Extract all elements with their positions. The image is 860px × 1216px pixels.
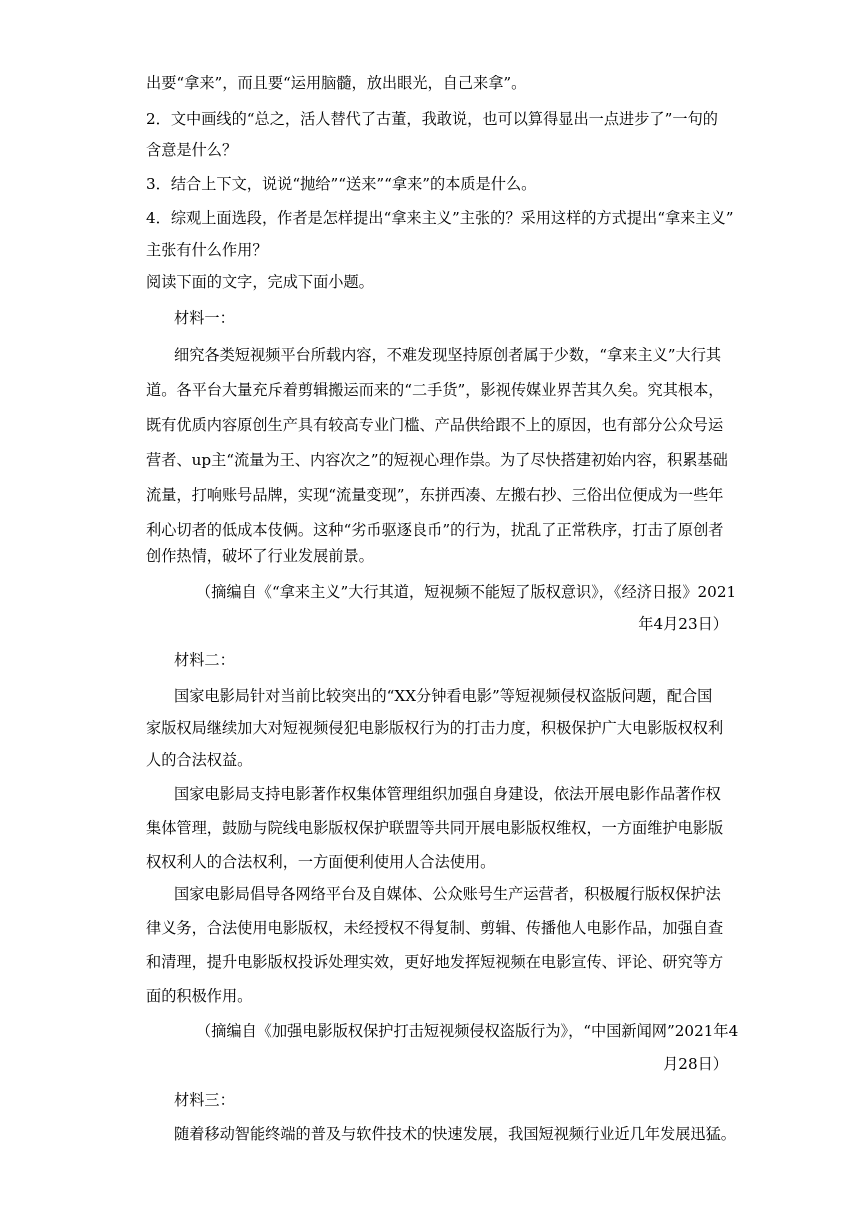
material-1-heading: 材料一： [174,309,235,327]
material-3-line: 随着移动智能终端的普及与软件技术的快速发展，我国短视频行业近几年发展迅猛。 [174,1125,736,1143]
material-2-source: （摘编自《加强电影版权保护打击短视频侵权盗版行为》，“中国新闻网”2021年4 [196,1022,739,1040]
material-1-line: 既有优质内容原创生产具有较高专业门槛、产品供给跟不上的原因，也有部分公众号运 [146,416,724,434]
material-1-line: 流量，打响账号品牌，实现“流量变现”，东拼西凑、左搬右抄、三俗出位便成为一些年 [146,486,724,504]
reading-instruction: 阅读下面的文字，完成下面小题。 [146,273,374,291]
material-2-line: 集体管理，鼓励与院线电影版权保护联盟等共同开展电影版权维权，一方面维护电影版 [146,819,724,837]
material-2-line: 和清理，提升电影版权投诉处理实效，更好地发挥短视频在电影宣传、评论、研究等方 [146,953,724,971]
material-1-source-date: 年4月23日） [638,615,728,633]
material-2-line: 国家电影局针对当前比较突出的“XX分钟看电影”等短视频侵权盗版问题，配合国 [174,687,713,705]
material-2-line: 权权利人的合法权利，一方面便利使用人合法使用。 [146,853,496,871]
material-2-line: 面的积极作用。 [146,987,253,1005]
material-1-line: 道。各平台大量充斥着剪辑搬运而来的“二手货”，影视传媒业界苦其久矣。究其根本， [146,381,724,399]
material-2-line: 国家电影局支持电影著作权集体管理组织加强自身建设，依法开展电影作品著作权 [174,785,721,803]
material-3-heading: 材料三： [174,1091,235,1109]
material-2-line: 人的合法权益。 [146,751,253,769]
material-2-line: 律义务，合法使用电影版权，未经授权不得复制、剪辑、传播他人电影作品，加强自查 [146,919,724,937]
material-1-source: （摘编自《“拿来主义”大行其道，短视频不能短了版权意识》，《经济日报》2021 [196,583,737,601]
question-2-line-1: 2．文中画线的“总之，活人替代了古董，我敢说，也可以算得显出一点进步了”一句的 [146,110,718,128]
question-1-tail: 出要“拿来”，而且要“运用脑髓，放出眼光，自己来拿”。 [146,74,527,92]
material-2-line: 家版权局继续加大对短视频侵犯电影版权行为的打击力度，积极保护广大电影版权权利 [146,719,724,737]
material-1-line: 利心切者的低成本伎俩。这种“劣币驱逐良币”的行为，扰乱了正常秩序，打击了原创者 [146,521,724,539]
material-1-line: 营者、up主“流量为王、内容次之”的短视心理作祟。为了尽快搭建初始内容，积累基础 [146,451,728,469]
material-1-line: 细究各类短视频平台所载内容，不难发现坚持原创者属于少数，“拿来主义”大行其 [174,346,722,364]
question-2-line-2: 含意是什么？ [146,141,238,159]
material-1-line: 创作热情，破坏了行业发展前景。 [146,547,374,565]
material-2-line: 国家电影局倡导各网络平台及自媒体、公众账号生产运营者，积极履行版权保护法 [174,885,721,903]
material-2-source-date: 月28日） [663,1055,728,1073]
material-2-heading: 材料二： [174,651,235,669]
question-4-line-2: 主张有什么作用？ [146,241,268,259]
question-3: 3．结合上下文，说说“抛给”“送来”“拿来”的本质是什么。 [146,175,537,193]
question-4-line-1: 4．综观上面选段，作者是怎样提出“拿来主义”主张的？采用这样的方式提出“拿来主义” [146,209,734,227]
